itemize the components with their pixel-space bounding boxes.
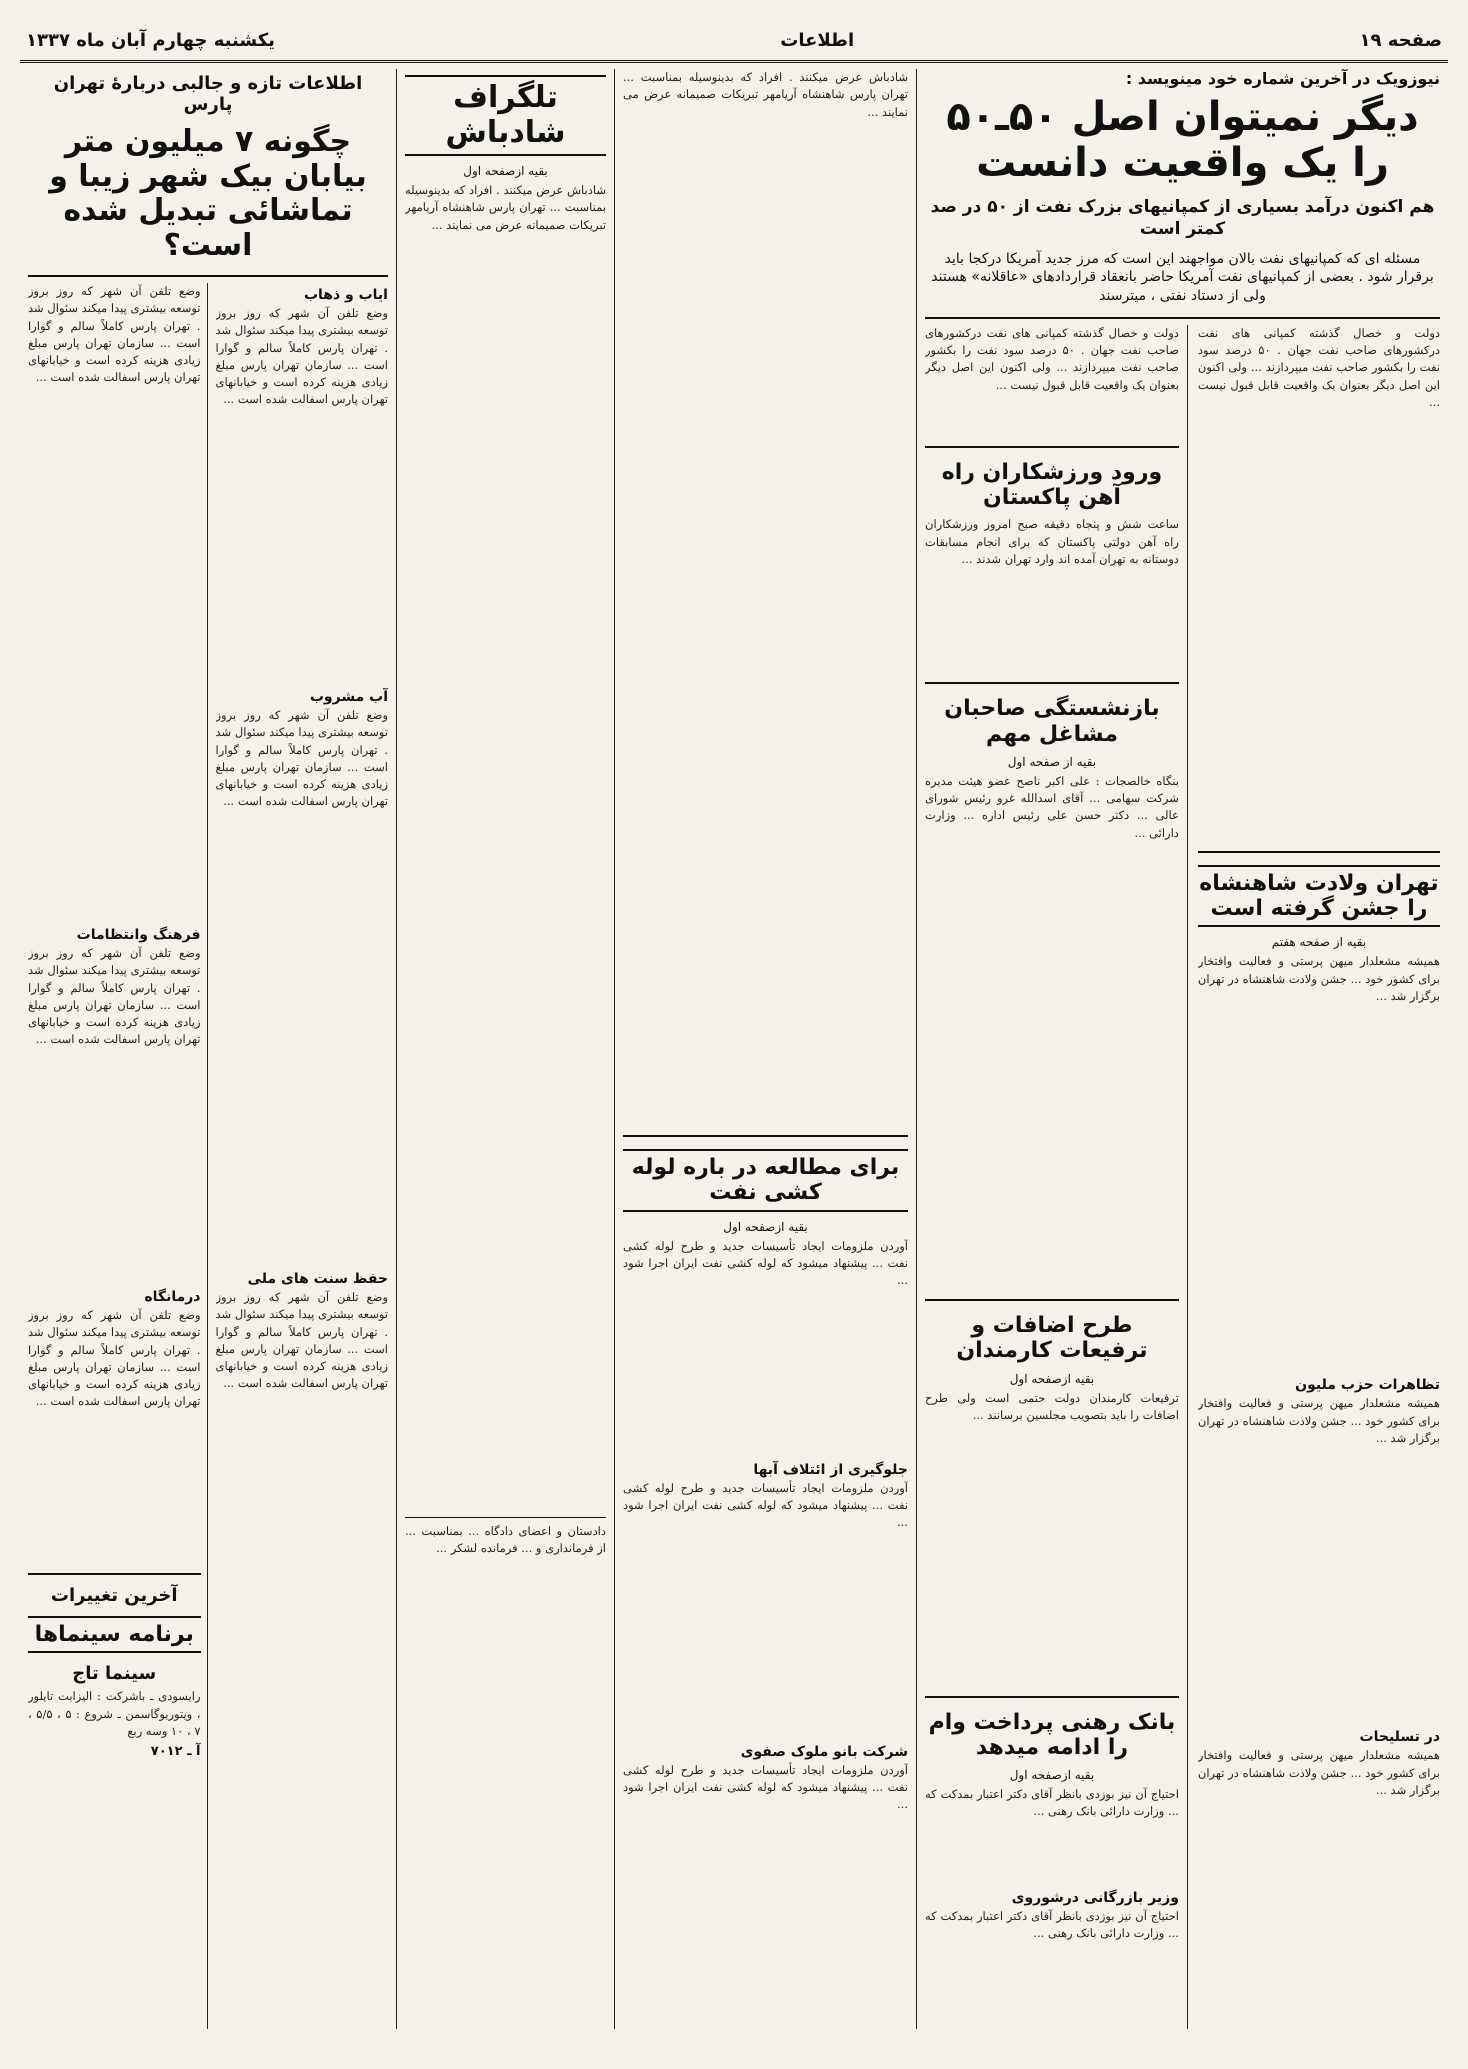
pipe-sub-b: شرکت بانو ملوک صفوی	[740, 1743, 908, 1760]
tehranpars-kicker: اطلاعات تازه و جالبی دربارهٔ تهران پارس	[53, 73, 363, 115]
bank-body: احتیاج آن نیز بوزدی بانظر آقای دکتر اعتبار بمدکت که ... وزارت دارائی بانک رهنی ...	[925, 1787, 1179, 1819]
divider	[28, 1573, 201, 1575]
divider	[405, 1517, 606, 1518]
divider	[925, 446, 1179, 448]
cinema-headline: برنامه سینماها	[28, 1616, 201, 1653]
tehranpars-body-3: وضع تلفن آن شهر که روز بروز توسعه بیشتری پیدا میکند سئوال شد . تهران پارس کاملاً سالم و گوارا است ... سازمان تهران پارس مبلغ زیادی هزینه کرده است و خیابانهای تهران پارس اسفالت شده است ...	[215, 1290, 388, 1391]
tehranpars-split	[28, 283, 388, 2029]
lead-split	[925, 325, 1440, 2029]
telegram-headline: تلگراف شادباش	[405, 75, 606, 156]
columns	[20, 69, 1448, 2029]
lead-subdeck: مسئله ای که کمپانیهای نفت بالان مواجهند این است که مرز جدید آمریکا درکجا باید برقرار شود . بعضی از کمپانیهای نفت آمریکا حاضر بانعقاد قراردادهای «عاقلانه» هستند ولی از دستاد نفتی ، میترسند	[931, 251, 1434, 304]
pipe-body-2: آوردن ملزومات ایجاد تأسیسات جدید و طرح لوله کشی نفت ... پیشنهاد میشود که لوله کشی نفت ایران اجرا شود ...	[623, 1480, 908, 1530]
column-pipeline	[614, 69, 916, 2029]
divider	[1198, 851, 1440, 853]
raise-body: ترفیعات کارمندان دولت حتمی است ولی طرح اضافات را باید بتصویب مجلسین برسانند ...	[925, 1390, 1179, 1422]
tehranpars-body-2: وضع تلفن آن شهر که روز بروز توسعه بیشتری پیدا میکند سئوال شد . تهران پارس کاملاً سالم و گوارا است ... سازمان تهران پارس مبلغ زیادی هزینه کرده است و خیابانهای تهران پارس اسفالت شده است ...	[215, 708, 388, 809]
masthead	[20, 20, 1448, 63]
bank-continued: بقیه ازصفحه اول	[1009, 1768, 1095, 1783]
birthday-headline: تهران ولادت شاهنشاه را جشن گرفته است	[1198, 865, 1440, 928]
cinema-kicker: آخرین تغییرات	[50, 1585, 178, 1606]
sub-water: آب مشروب	[309, 689, 388, 705]
divider	[925, 682, 1179, 684]
lead-body-continued: دولت و خصال گذشته کمپانی های نفت درکشورهای صاحب نفت جهان . ۵۰ درصد سود نفت را بکشور صاحب نفت میپردازند ... ولی اکنون این اصل دیگر بعنوان یک واقعیت قابل قبول نیست ...	[925, 325, 1179, 392]
sub-transport: ایاب و ذهاب	[303, 287, 388, 303]
bank-sub: وزیر بازرگانی درشوروی	[1011, 1890, 1179, 1907]
pipe-sub-a: جلوگیری از ائتلاف آبها	[753, 1461, 908, 1478]
lead-left	[925, 325, 1188, 2029]
lead-body: دولت و خصال گذشته کمپانی های نفت درکشورهای صاحب نفت جهان . ۵۰ درصد سود نفت را بکشور صاحب نفت میپردازند ... ولی اکنون این اصل دیگر بعنوان یک واقعیت قابل قبول نیست ...	[1197, 325, 1440, 409]
bank-headline: بانک رهنی پرداخت وام را ادامه میدهد	[928, 1709, 1176, 1760]
column-lead	[916, 69, 1448, 2029]
cinema-body: رایسودی ـ باشرکت : الیزابت تایلور ، ویتوریوگاسمن ـ شروع : ۵ ، ۵/۵ ، ۷ ، ۱۰ وسه ربع	[28, 1689, 201, 1738]
pipe-body-3: آوردن ملزومات ایجاد تأسیسات جدید و طرح لوله کشی نفت ... پیشنهاد میشود که لوله کشی نفت ایران اجرا شود ...	[623, 1762, 908, 1812]
tehranpars-body-5: وضع تلفن آن شهر که روز بروز توسعه بیشتری پیدا میکند سئوال شد . تهران پارس کاملاً سالم و گوارا است ... سازمان تهران پارس مبلغ زیادی هزینه کرده است و خیابانهای تهران پارس اسفالت شده است ...	[28, 946, 201, 1047]
birthday-continued: بقیه از صفحه هفتم	[1271, 935, 1367, 950]
divider	[28, 275, 388, 277]
birthday-body-2: همیشه مشعلدار میهن پرستی و فعالیت وافتخار برای کشور خود ... جشن ولادت شاهنشاه در تهران برگزار شد ...	[1197, 1396, 1440, 1445]
tehranpars-right	[216, 283, 389, 2029]
tehranpars-body-4: وضع تلفن آن شهر که روز بروز توسعه بیشتری پیدا میکند سئوال شد . تهران پارس کاملاً سالم و گوارا است ... سازمان تهران پارس مبلغ زیادی هزینه کرده است و خیابانهای تهران پارس اسفالت شده است ...	[28, 284, 201, 385]
pipe-continued: بقیه ازصفحه اول	[723, 1219, 808, 1234]
birthday-sub2: در تسلیحات	[1359, 1729, 1440, 1746]
issue-date: یکشنبه چهارم آبان ماه ۱۳۳۷	[26, 29, 275, 51]
column-tehranpars	[20, 69, 396, 2029]
rail-body: ساعت شش و پنجاه دقیقه صبح امروز ورزشکاران راه آهن دولتی پاکستان که برای انجام مسابقات دوستانه به تهران آمده اند وارد تهران شدند ...	[925, 517, 1179, 566]
retire-body: بنگاه خالصجات : علی اکبر ناصح عضو هیئت مدیره شرکت سهامی ... آقای اسدالله غرو رئیس شورای عالی ... دکتر حسن علی رئیس اداره ... وزارت دارائی ...	[925, 773, 1179, 840]
lead-deck: هم اکنون درآمد بسیاری از کمپانیهای بزرک نفت از ۵۰ در صد کمتر است	[930, 197, 1435, 240]
sub-tradition: حفظ سنت های ملی	[247, 1271, 388, 1287]
telegram-continued: بقیه ازصفحه اول	[463, 164, 548, 178]
birthday-body-3: همیشه مشعلدار میهن پرستی و فعالیت وافتخار برای کشور خود ... جشن ولادت شاهنشاه در تهران برگزار شد ...	[1197, 1748, 1440, 1797]
divider	[925, 1299, 1179, 1301]
pipe-headline: برای مطالعه در باره لوله کشی نفت	[623, 1149, 908, 1212]
telegram-bottom-body: دادستان و اعضای دادگاه ... بمناسبت ... از فرمانداری و ... فرمانده لشکر ...	[405, 1524, 606, 1556]
raise-continued: بقیه ازصفحه اول	[1009, 1371, 1095, 1386]
sub-clinic: درمانگاه	[144, 1289, 201, 1305]
cinema-name: سینما تاج	[72, 1663, 157, 1685]
rail-headline: ورود ورزشکاران راه آهن پاکستان	[941, 459, 1163, 511]
retire-continued: بقیه از صفحه اول	[1007, 754, 1097, 769]
telegram-continued-body: شادباش عرض میکنند . افراد که بدینوسیله بمناسبت ... تهران پارس شاهنشاه آریامهر تبریکات صمیمانه عرض می نمایند ...	[623, 70, 908, 119]
tehranpars-body: وضع تلفن آن شهر که روز بروز توسعه بیشتری پیدا میکند سئوال شد . تهران پارس کاملاً سالم و گوارا است ... سازمان تهران پارس مبلغ زیادی هزینه کرده است و خیابانهای تهران پارس اسفالت شده است ...	[215, 306, 388, 407]
pipe-body: آوردن ملزومات ایجاد تأسیسات جدید و طرح لوله کشی نفت ... پیشنهاد میشود که لوله کشی نفت ایران اجرا شود ...	[623, 1238, 908, 1288]
telegram-body: شادباش عرض میکنند . افراد که بدینوسیله بمناسبت ... تهران پارس شاهنشاه آریامهر تبریکات صمیمانه عرض می نمایند ...	[405, 183, 606, 232]
page-number: صفحه ۱۹	[1359, 29, 1442, 51]
tehranpars-body-6: وضع تلفن آن شهر که روز بروز توسعه بیشتری پیدا میکند سئوال شد . تهران پارس کاملاً سالم و گوارا است ... سازمان تهران پارس مبلغ زیادی هزینه کرده است و خیابانهای تهران پارس اسفالت شده است ...	[28, 1308, 201, 1409]
lead-headline: دیگر نمیتوان اصل ۵۰ـ۵۰ را یک واقعیت دانست	[946, 94, 1419, 186]
bank-body-2: احتیاج آن نیز بوزدی بانظر آقای دکتر اعتبار بمدکت که ... وزارت دارائی بانک رهنی ...	[925, 1909, 1179, 1941]
sub-culture: فرهنگ وانتظامات	[76, 927, 201, 943]
column-telegram	[396, 69, 614, 2029]
birthday-body: همیشه مشعلدار میهن پرستی و فعالیت وافتخار برای کشور خود ... جشن ولادت شاهنشاه در تهران برگزار شد ...	[1197, 954, 1440, 1003]
divider	[925, 317, 1440, 319]
tehranpars-headline: چگونه ۷ میلیون متر بیابان بیک شهر زیبا و تماشائی تبدیل شده است؟	[49, 124, 367, 263]
divider	[925, 1696, 1179, 1698]
cinema-code: آ ـ ۷۰۱۲	[150, 1744, 201, 1760]
lead-right	[1198, 325, 1440, 2029]
newspaper-page	[20, 20, 1448, 2029]
paper-name: اطلاعات	[780, 29, 855, 51]
retire-headline: بازنشستگی صاحبان مشاغل مهم	[944, 696, 1160, 747]
raise-headline: طرح اضافات و ترفیعات کارمندان	[956, 1312, 1148, 1364]
birthday-sub1: تظاهرات حزب ملیون	[1295, 1377, 1440, 1394]
tehranpars-left	[28, 283, 208, 2029]
divider	[623, 1135, 908, 1137]
newsweek-byline: نیوزویک در آخرین شماره خود مینویسد :	[1125, 69, 1440, 88]
